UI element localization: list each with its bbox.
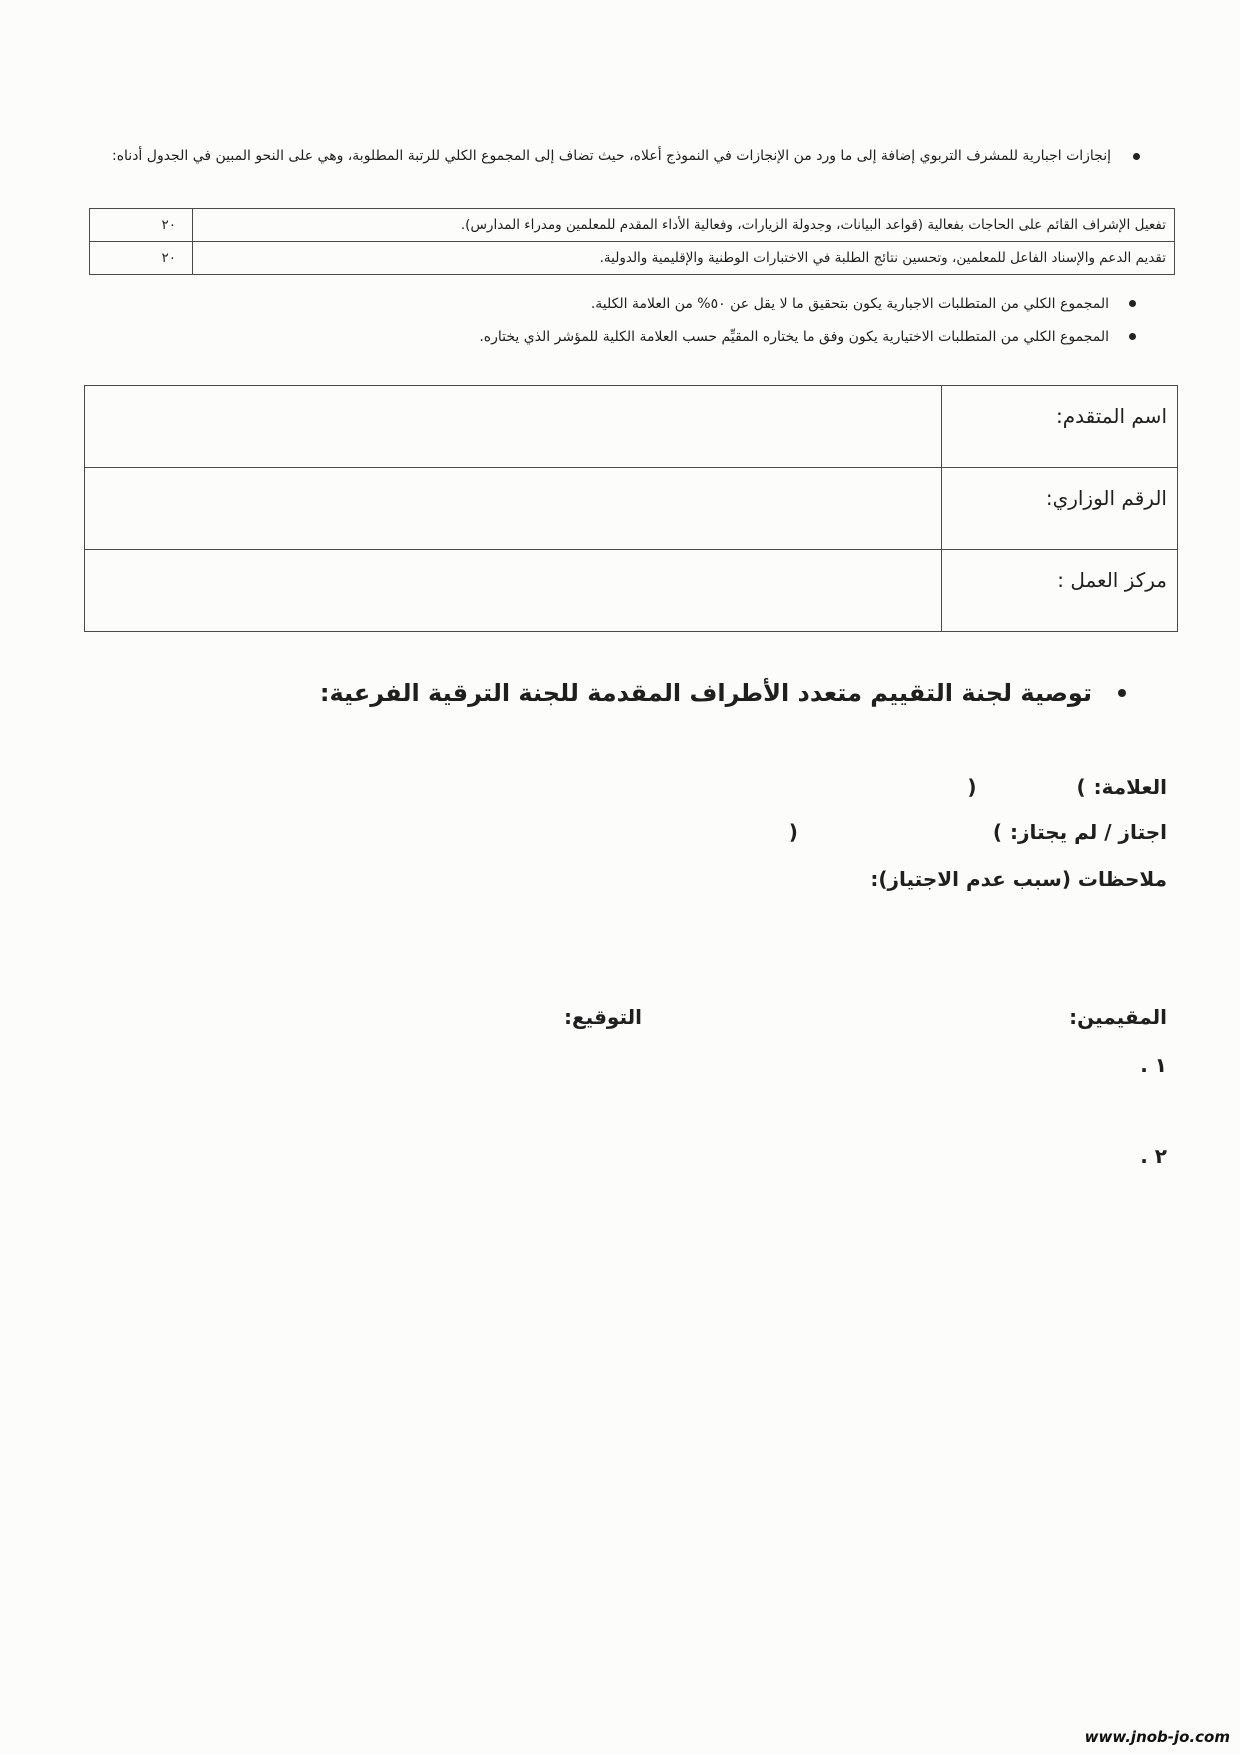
pass-label: اجتاز / لم يجتاز: [1010,820,1167,844]
intro-text: إنجازات اجبارية للمشرف التربوي إضافة إلى ما ورد من الإنجازات في النموذج أعلاه، حيث تضاف إلى المجموع الكلي للرتبة المطلوبة، وهي على النحو المبين في الجدول أدناه: [111,148,1111,164]
close-paren: ) [967,775,977,799]
notes-list [92,287,1136,353]
bullet-icon [1129,333,1136,340]
mark-label: العلامة: [1093,775,1167,799]
table-row [85,386,1178,468]
ministry-number-label: الرقم الوزاري: [942,468,1178,550]
table-row [90,242,1175,275]
note-text: المجموع الكلي من المتطلبات الاجبارية يكون بتحقيق ما لا يقل عن ٥٠% من العلامة الكلية. [590,295,1109,312]
open-paren: ( [1076,775,1086,799]
requirements-table [89,208,1175,275]
table-row [90,209,1175,242]
requirement-mark: ٢٠ [90,209,193,242]
open-paren: ( [992,820,1003,844]
mark-line [967,772,1167,802]
intro-bullet [92,140,1140,173]
workplace-cell [85,550,942,632]
applicant-name-label: اسم المتقدم: [942,386,1178,468]
note-text: المجموع الكلي من المتطلبات الاختيارية يكون وفق ما يختاره المقيِّم حسب العلامة الكلية للمؤشر الذي يختاره. [479,328,1109,345]
remarks-line [870,864,1167,894]
remarks-label: ملاحظات (سبب عدم الاجتياز): [870,867,1167,891]
table-row [85,550,1178,632]
table-row [85,468,1178,550]
bullet-icon [1118,689,1126,697]
requirement-text: تفعيل الإشراف القائم على الحاجات بفعالية (قواعد البيانات، وجدولة الزيارات، وفعالية الأداء المقدم للمعلمين ومدراء المدارس). [193,209,1175,242]
workplace-label: مركز العمل : [942,550,1178,632]
site-watermark: www.jnob-jo.com [1084,1728,1230,1746]
bullet-icon [1133,153,1140,160]
ministry-number-cell [85,468,942,550]
bullet-icon [1129,300,1136,307]
requirement-text: تقديم الدعم والإسناد الفاعل للمعلمين، وتحسين نتائج الطلبة في الاختبارات الوطنية والإقليمية والدولية. [193,242,1175,275]
applicant-info-table [84,385,1178,632]
evaluators-label: المقيمين: [1069,1005,1167,1029]
applicant-name-cell [85,386,942,468]
signature-label: التوقيع: [564,1005,642,1029]
pass-line [789,817,1167,847]
close-paren: ) [788,820,798,844]
recommendation-heading-text: توصية لجنة التقييم متعدد الأطراف المقدمة للجنة الترقية الفرعية: [319,679,1092,707]
list-item [92,320,1136,353]
evaluator-item-1: ١ . [1140,1053,1167,1077]
list-item [92,287,1136,320]
recommendation-heading [320,676,1126,710]
requirement-mark: ٢٠ [90,242,193,275]
evaluator-item-2: ٢ . [1140,1144,1167,1168]
